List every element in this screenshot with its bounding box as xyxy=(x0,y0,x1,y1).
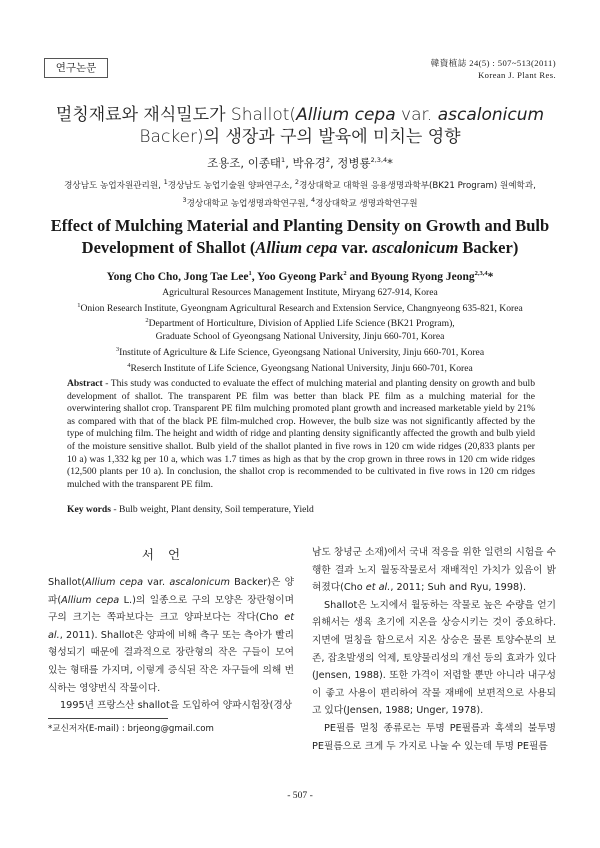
affiliation-mark: 1 xyxy=(163,178,168,186)
affiliation-line: Agricultural Resources Management Institute, Miryang 627-914, Korea xyxy=(162,287,438,298)
keywords-label: Key words xyxy=(67,504,111,515)
affiliation-mark: 2 xyxy=(325,156,330,165)
affiliation-line xyxy=(30,344,570,360)
species-name: Allium cepa xyxy=(61,594,120,606)
title-text: Development of Shallot ( xyxy=(81,238,256,257)
korean-title xyxy=(40,104,560,148)
author-name: and Byoung Ryong Jeong xyxy=(346,270,475,283)
variety-name: ascalonicum xyxy=(169,577,230,588)
citation-et-al: et al. xyxy=(365,582,391,594)
affiliation-mark: 1 xyxy=(281,156,286,165)
abstract-label: Abstract xyxy=(67,378,103,389)
section-title-introduction: 서언 xyxy=(141,547,195,562)
affiliation-line xyxy=(30,360,570,376)
author-name: , 정병룡 xyxy=(329,156,371,170)
affiliation-text: 경상남도 농업기술원 양파연구소, xyxy=(167,180,295,191)
affiliation-mark: 2 xyxy=(343,270,347,277)
affiliation-text: 경상대학교 대학원 응용생명과학부(BK21 Program) 원예학과, xyxy=(299,180,536,191)
korean-title-line1 xyxy=(40,104,560,126)
species-name: Allium cepa xyxy=(85,577,144,588)
affiliation-text: Department of Horticulture, Division of Applied Life Science (BK21 Program), xyxy=(148,318,455,330)
footnote-rule xyxy=(48,718,168,719)
affiliation-mark: 4 xyxy=(127,361,131,369)
affiliation-mark: 2 xyxy=(145,317,149,325)
title-variety: ascalonicum xyxy=(372,238,459,257)
corresponding-mark: * xyxy=(487,270,494,283)
affiliation-text: 경상대학교 생명과학연구원 xyxy=(315,198,418,209)
affiliation-mark: 2 xyxy=(294,178,300,186)
journal-volume-line: 韓資植誌 24(5) : 507~513(2011) xyxy=(430,58,556,68)
keywords-text: - Bulb weight, Plant density, Soil temperature, Yield xyxy=(110,504,314,515)
abstract-text: - This study was conducted to evaluate the effect of mulching material and planting density on growth and bulb development of shallot. The transparent PE film was better than black PE film as a mulching material for the overwintering shallot crop. Transparent PE film mulching promoted plant growth and increased marketable yield by 21% as compared with that of the black PE film-mulched crop. However, the bulb size was not significantly affected by the type of mulching film. The height and width of ridge and planting density significantly affected the growth and bulb yield of the moisture sensitive shallot. Bulb yield of the shallot planted in five rows in 120 cm wide ridges (20,833 plants per 10 a) was 1,332 kg per 10 a, which was 1.7 times as high as that by the crop grown in three rows in 120 cm wide ridges (12,500 plants per 10 a). In conclusion, the shallot crop is recommended to be cultivated in five rows in 120 cm ridges mulched with the transparent PE film. xyxy=(67,378,535,490)
author-name: Yong Cho Cho, Jong Tae Lee xyxy=(106,270,249,283)
title-species: Allium cepa xyxy=(296,105,396,125)
page-number: - 507 - xyxy=(287,790,313,801)
body-column-left xyxy=(48,574,294,715)
affiliation-text: Reserch Institute of Life Science, Gyeongsang National University, Jinju 660-701, Korea xyxy=(130,362,473,374)
author-name: 조용조, xyxy=(207,156,245,170)
title-text: Backer) xyxy=(458,238,519,257)
affiliation-text: Institute of Agriculture & Life Science, Gyeongsang National University, Jinju 660-701, Korea xyxy=(119,346,485,358)
affiliation-mark: 2,3,4 xyxy=(370,156,388,165)
paragraph: PE필름 멀칭 종류로는 투명 PE필름과 흑색의 불투명 PE필름으로 크게 두 가지로 나눌 수 있는데 투명 PE필름 xyxy=(312,722,556,752)
journal-name-line: Korean J. Plant Res. xyxy=(478,70,556,80)
title-species: Allium cepa xyxy=(255,238,338,257)
abstract xyxy=(67,378,535,491)
paragraph xyxy=(312,544,556,597)
english-authors xyxy=(30,270,570,283)
footnote-text: 교신저자(E-mail) : brjeong@gmail.com xyxy=(52,724,214,734)
text-run: 남도 창녕군 소재)에서 국내 적응을 위한 일련의 시험을 수행한 결과 노지 월동작물로서 재배적인 가치가 있음이 밝혀졌다(Cho xyxy=(312,547,556,594)
english-affiliations xyxy=(30,287,570,375)
corresponding-mark: * xyxy=(48,724,53,734)
affiliation-line xyxy=(30,315,570,331)
text-run: L.)의 일종으로 구의 모양은 장란형이며 구의 크기는 쪽파보다는 크고 양파보다는 작다(Cho xyxy=(48,594,295,624)
affiliation-mark: 2,3,4 xyxy=(474,270,488,277)
article-category-label: 연구논문 xyxy=(44,58,108,78)
author-name: 이종태 xyxy=(244,156,282,170)
english-title-line2 xyxy=(30,237,570,259)
body-column-right xyxy=(312,544,556,755)
text-run: Backer)은 양파( xyxy=(48,577,294,606)
korean-title-line2: Backer)의 생장과 구의 발육에 미치는 영향 xyxy=(139,127,461,147)
footnote xyxy=(48,722,214,734)
corresponding-mark: * xyxy=(387,156,393,170)
affiliation-mark: 3 xyxy=(115,345,120,353)
korean-affiliations xyxy=(30,175,570,211)
author-name: , Yoo Gyeong Park xyxy=(251,270,344,283)
korean-affiliation-line1 xyxy=(30,175,570,193)
affiliation-text: Onion Research Institute, Gyeongnam Agricultural Research and Extension Service, Changnyeong 635-821, Korea xyxy=(80,302,523,314)
text-run: Shallot( xyxy=(48,577,86,588)
affiliation-line: Graduate School of Gyeongsang National University, Jinju 660-701, Korea xyxy=(155,331,445,343)
affiliation-text: 경상대학교 농업생명과학연구원, xyxy=(186,198,312,209)
title-variety: ascalonicum xyxy=(437,105,545,125)
korean-authors xyxy=(40,155,560,171)
affiliation-mark: 1 xyxy=(248,270,252,277)
text-run: var. xyxy=(143,577,170,588)
affiliation-text: 경상남도 농업자원관리원, xyxy=(64,180,164,191)
paragraph: Shallot은 노지에서 월동하는 작물로 높은 수량을 얻기 위해서는 생육 초기에 지온을 상승시키는 것이 중요하다. 지면에 멀칭을 함으로서 지온 상승은 물론 토양수분의 보존, 잡초발생의 억제, 토양물리성의 개선 등의 효과가 있다(Jensen, 1988). 또한 가격이 저렴할 뿐만 아니라 내구성이 좋고 사용이 편리하여 작물 재배에 보편적으로 사용되고 있다(Jensen, 1988; Unger, 1978). xyxy=(312,599,556,717)
english-title xyxy=(30,215,570,259)
english-title-line1: Effect of Mulching Material and Planting Density on Growth and Bulb xyxy=(50,216,550,235)
title-text: 멀칭재료와 재식밀도가 Shallot( xyxy=(55,105,297,125)
text-run: , 2011). Shallot은 양파에 비해 측구 또는 측아가 빨리 형성되기 때문에 결과적으로 장란형의 작은 구들이 모여 있는 형태를 가지며, 이렇게 증식된 작은 자구들에 의해 번식하는 영양번식 작물이다. xyxy=(48,629,294,694)
affiliation-mark: 3 xyxy=(182,195,187,204)
keywords xyxy=(67,504,535,515)
affiliation-mark: 4 xyxy=(311,195,316,204)
citation-et-al: et al. xyxy=(48,612,294,641)
affiliation-mark: 1 xyxy=(77,301,81,309)
paragraph: 1995년 프랑스산 shallot을 도입하여 양파시험장(경상 xyxy=(60,700,293,712)
affiliation-line xyxy=(30,300,570,316)
text-run: , 2011; Suh and Ryu, 1998). xyxy=(390,582,527,594)
title-text: var. xyxy=(395,105,438,125)
author-name: , 박유경 xyxy=(285,156,326,170)
title-text: var. xyxy=(337,238,373,257)
journal-citation xyxy=(431,57,556,81)
paragraph xyxy=(48,574,294,697)
korean-affiliation-line2 xyxy=(30,193,570,211)
